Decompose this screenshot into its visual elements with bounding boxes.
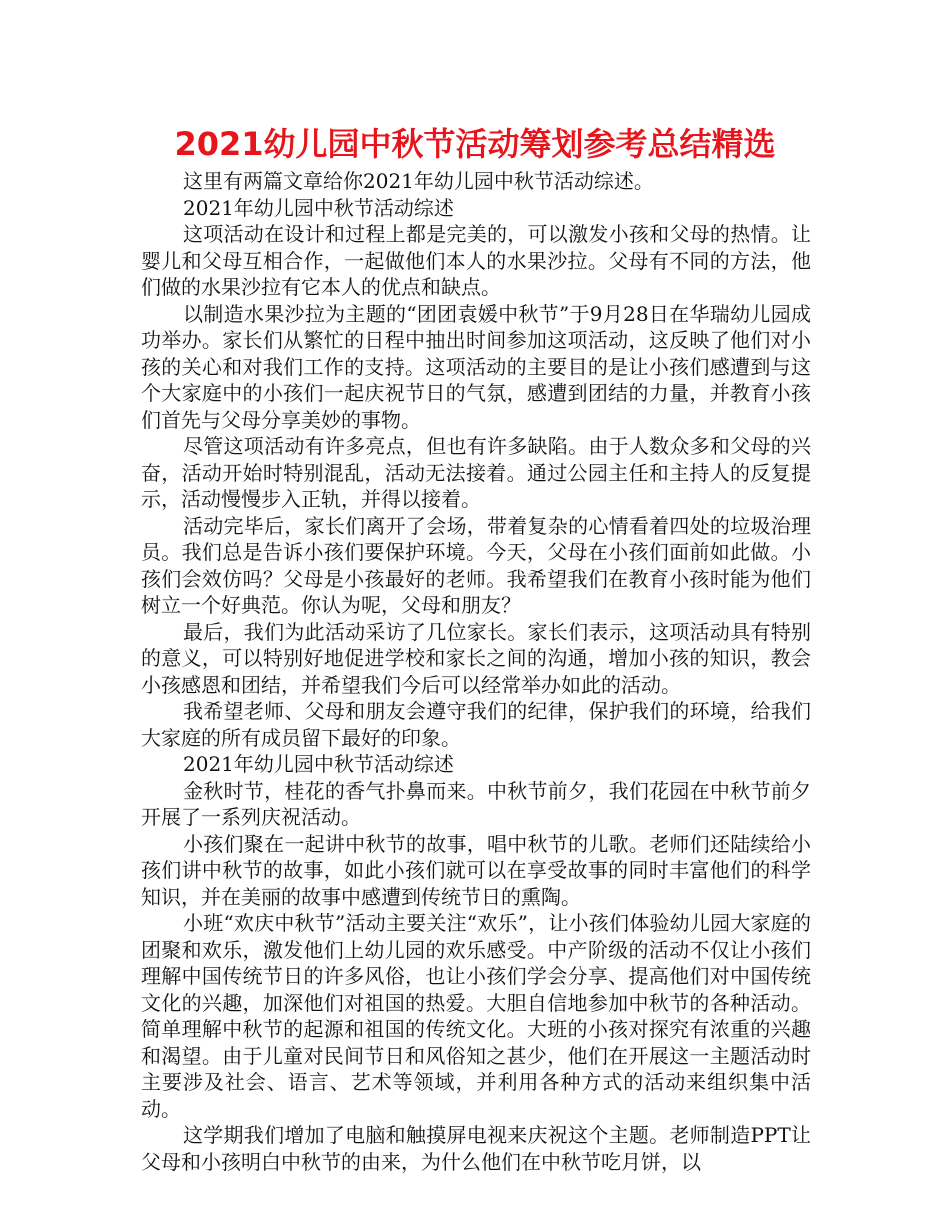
body-paragraph: 小班“欢庆中秋节”活动主要关注“欢乐”，让小孩们体验幼儿园大家庭的团聚和欢乐，激发他们上幼儿园的欢乐感受。中产阶级的活动不仅让小孩们理解中国传统节日的许多风俗，也让小孩们学会分享、提高他们对中国传统文化的兴趣，加深他们对祖国的热爱。大胆自信地参加中秋节的各种活动。简单理解中秋节的起源和祖国的传统文化。大班的小孩对探究有浓重的兴趣和渴望。由于儿童对民间节日和风俗知之甚少，他们在开展这一主题活动时主要涉及社会、语言、艺术等领域，并利用各种方式的活动来组织集中活动。 [141,911,811,1121]
document-body [141,168,811,1175]
body-paragraph: 金秋时节，桂花的香气扑鼻而来。中秋节前夕，我们花园在中秋节前夕开展了一系列庆祝活动。 [141,778,811,829]
body-paragraph: 这学期我们增加了电脑和触摸屏电视来庆祝这个主题。老师制造PPT让父母和小孩明白中秋节的由来，为什么他们在中秋节吃月饼，以 [141,1123,811,1174]
body-paragraph: 这里有两篇文章给你2021年幼儿园中秋节活动综述。 [183,169,654,193]
body-paragraph: 以制造水果沙拉为主题的“团团袁媛中秋节”于9月28日在华瑞幼儿园成功举办。家长们从繁忙的日程中抽出时间参加这项活动，这反映了他们对小孩的关心和对我们工作的支持。这项活动的主要目的是让小孩们感遭到与这个大家庭中的小孩们一起庆祝节日的气氛，感遭到团结的力量，并教育小孩们首先与父母分享美妙的事物。 [141,301,811,432]
body-paragraph: 最后，我们为此活动采访了几位家长。家长们表示，这项活动具有特别的意义，可以特别好地促进学校和家长之间的沟通，增加小孩的知识，教会小孩感恩和团结，并希望我们今后可以经常举办如此的活动。 [141,619,811,697]
body-paragraph: 小孩们聚在一起讲中秋节的故事，唱中秋节的儿歌。老师们还陆续给小孩们讲中秋节的故事，如此小孩们就可以在享受故事的同时丰富他们的科学知识，并在美丽的故事中感遭到传统节日的熏陶。 [141,831,811,909]
document-title: 2021幼儿园中秋节活动筹划参考总结精选 [174,125,776,163]
body-paragraph: 活动完毕后，家长们离开了会场，带着复杂的心情看着四处的垃圾治理员。我们总是告诉小孩们要保护环境。今天，父母在小孩们面前如此做。小孩们会效仿吗？父母是小孩最好的老师。我希望我们在教育小孩时能为他们树立一个好典范。你认为呢，父母和朋友？ [141,513,811,617]
section-heading: 2021年幼儿园中秋节活动综述 [183,752,454,776]
body-paragraph: 这项活动在设计和过程上都是完美的，可以激发小孩和父母的热情。让婴儿和父母互相合作，一起做他们本人的水果沙拉。父母有不同的方法，他们做的水果沙拉有它本人的优点和缺点。 [141,222,811,299]
body-paragraph: 尽管这项活动有许多亮点，但也有许多缺陷。由于人数众多和父母的兴奋，活动开始时特别混乱，活动无法接着。通过公园主任和主持人的反复提示，活动慢慢步入正轨，并得以接着。 [141,434,811,511]
section-heading: 2021年幼儿园中秋节活动综述 [183,195,454,220]
body-paragraph: 我希望老师、父母和朋友会遵守我们的纪律，保护我们的环境，给我们大家庭的所有成员留下最好的印象。 [141,699,811,750]
